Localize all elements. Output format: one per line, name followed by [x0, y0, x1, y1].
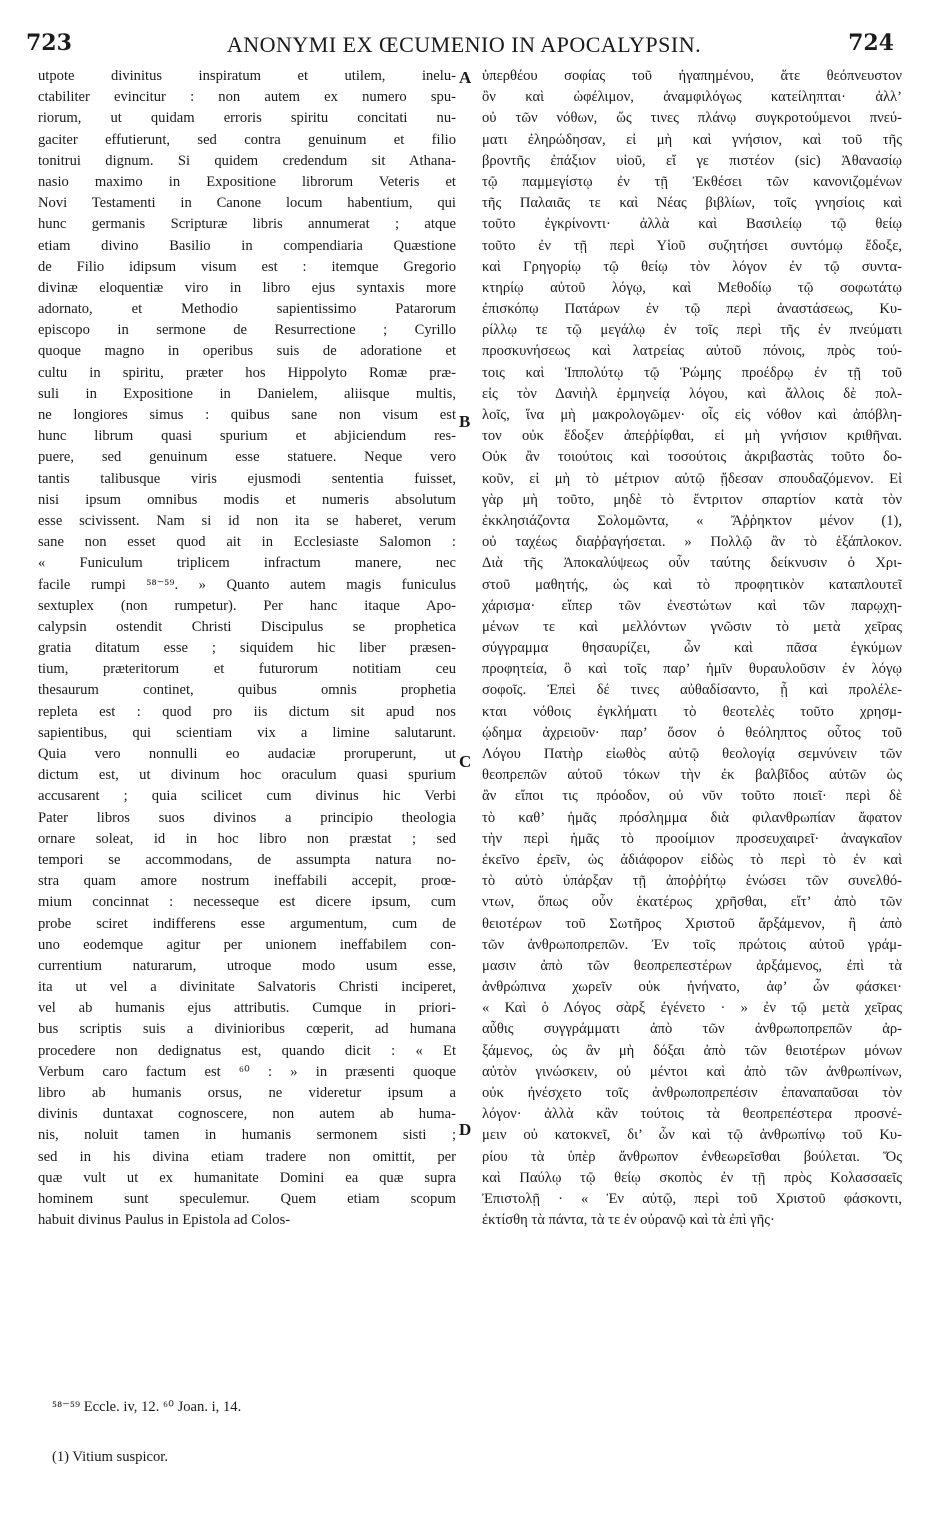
- latin-text-line: hunc librum quasi spurium et abjiciendum res-: [38, 428, 456, 445]
- latin-text-line: episcopo in sermone de Resurrectione ; Cyrillo: [38, 322, 456, 339]
- latin-text-line: tantis talibusque viris ejusmodi sententia fuisset,: [38, 470, 456, 487]
- latin-text-line: ctabiliter evincitur : non autem ex numero spu-: [38, 89, 456, 106]
- latin-text-line: suli in Expositione in Danielem, aliisque multis,: [38, 385, 456, 402]
- greek-text-line: οὐ τῶν νόθων, ὥς τινες πλάνῳ συγκροτούμενοι πνεύ-: [482, 110, 902, 127]
- greek-text-line: ἐπισκόπῳ Πατάρων ἐν τῷ περὶ ἀναστάσεως, Κυ-: [482, 301, 902, 318]
- greek-text-line: χάρισμα· εἴπερ τῶν ἐνεστώτων καὶ τῶν παρῳχη-: [482, 597, 902, 614]
- latin-text-line: ita ut vel a divinitate Salvatoris Christi inciperet,: [38, 979, 456, 996]
- page-number-left: 723: [26, 30, 72, 56]
- greek-text-line: ἐκκλησιάζοντα Σολομῶντα, « Ἄῤῥηκτον μένον (1),: [482, 512, 902, 529]
- greek-text-line: γὰρ μὴ τοῦτο, μηδὲ τὸ ἔντριτον σπαρτίον κατὰ τὸν: [482, 491, 902, 508]
- latin-text-line: thesaurum continet, quibus omnis prophetia: [38, 682, 456, 699]
- footnote-critical-note: (1) Vitium suspicor.: [52, 1449, 169, 1465]
- latin-text-line: cultu in spiritu, præter hos Hippolyto Romæ præ-: [38, 364, 456, 381]
- greek-text-line: στοῦ μαθητής, ὡς καὶ τὸ προφητικὸν καταπλουτεῖ: [482, 576, 902, 593]
- margin-letter-b: B: [459, 412, 471, 431]
- latin-text-line: tonitrui dignum. Si quidem credendum sit Athana-: [38, 152, 456, 169]
- greek-text-line: ἂν εἴποι τις πρόοδον, οὐ νῦν τοῦτο ποιεῖ· περὶ δὲ: [482, 788, 902, 805]
- greek-text-line: βροντῆς ἐπάξιον υἱοῦ, εἴ γε πιστέον (sic) Ἀθανασίῳ: [482, 152, 902, 169]
- greek-text-line: τῆς Παλαιᾶς τε καὶ Νέας βιβλίων, τοῖς γνησίοις καὶ: [482, 195, 902, 212]
- latin-text-line: calypsin ostendit Christi Discipulus se prophetica: [38, 618, 456, 635]
- greek-text-line: προσκυνήσεως καὶ λατρείας αὐτοῦ πόνοις, πρὸς τού-: [482, 343, 902, 360]
- greek-text-line: τῷ παμμεγίστῳ ἐν τῇ Ἐκθέσει τῶν κανονιζομένων: [482, 173, 902, 190]
- greek-text-line: οὐκ ἠνέσχετο τοῖς ἀνθρωποπρεπέσιν ἐπαναπαῦσαι τὸν: [482, 1085, 902, 1101]
- latin-text-line: esse scivissent. Nam si id non ita se haberet, verum: [38, 512, 456, 529]
- latin-text-line: sapientibus, qui scientiam vix a limine salutarunt.: [38, 724, 456, 741]
- latin-text-line: nisi ipsum omnibus modis et numeris absolutum: [38, 491, 456, 508]
- latin-text-line: de Filio idipsum visum est : itemque Gregorio: [38, 258, 456, 275]
- page-number-right: 724: [848, 30, 894, 56]
- greek-text-line: τοῦτο ἐγκρίνοντι· ἀλλὰ καὶ Βασιλείῳ τῷ θείῳ: [482, 216, 902, 233]
- greek-text-line: ματι ἐληρώδησαν, εἰ μὴ καὶ γνήσιον, καὶ τοῦ τῆς: [482, 131, 902, 148]
- greek-text-line: Διὰ τῆς Ἀποκαλύψεως οὖν ταύτης δείκνυσιν ὁ Χρι-: [482, 555, 902, 572]
- greek-text-line: ρίου τὰ ὑπὲρ ἄνθρωπον ἐνθεωρεῖσθαι βούλεται. Ὅς: [482, 1148, 902, 1165]
- latin-text-line: Quia vero nonnulli eo audaciæ proruperunt, ut: [38, 746, 456, 762]
- greek-text-line: ρίλλῳ τε τῷ μεγάλῳ ἐν τοῖς περὶ τῆς ἐν πνεύματι: [482, 322, 902, 339]
- latin-text-line: sane non esset quod ait in Ecclesiaste Salomon :: [38, 534, 456, 551]
- greek-text-line: μένων τε καὶ μελλόντων γνῶσιν τὸ μετὰ χεῖρας: [482, 618, 902, 635]
- latin-text-line: vel ab humanis ejus attributis. Cumque in priori-: [38, 1000, 456, 1017]
- greek-text-line: προφητεία, ὃ καὶ τοῖς παρ’ ἡμῖν θυραυλοῦσιν ἐν λόγῳ: [482, 661, 902, 678]
- latin-text-line: currentium naturarum, utroque modo usum esse,: [38, 957, 456, 974]
- greek-text-line: τοις καὶ Ἱππολύτῳ τῷ Ῥώμης προέδρῳ ἐν τῇ τοῦ: [482, 364, 902, 381]
- latin-text-line: quoque magno in operibus suis de adoratione et: [38, 343, 456, 360]
- latin-text-line: libro ab humanis orsus, ne videretur ipsum a: [38, 1085, 456, 1101]
- greek-text-line: καὶ Παύλῳ τῷ θείῳ σκοπὸς ἐν τῇ πρὸς Κολασσαεῖς: [482, 1169, 902, 1186]
- running-title: ANONYMI EX ŒCUMENIO IN APOCALYPSIN.: [226, 32, 702, 57]
- greek-text-line: μασιν ἀπὸ τῶν θεοπρεπεστέρων ἀρξάμενος, ἐπὶ τὰ: [482, 957, 902, 974]
- latin-text-line: bus scriptis suis a divinioribus cœperit, ad humana: [38, 1021, 456, 1038]
- greek-text-line: τον οὐκ ἔδοξεν ἀπεῤῥίφθαι, εἰ μὴ γνήσιον κριθῆναι.: [482, 428, 902, 445]
- greek-text-line: ἀνθρώπινα χωρεῖν οὐκ ἠνήνατο, ἀφ’ ὧν φάσκει·: [482, 979, 902, 996]
- greek-text-line: θειοτέρων τοῦ Σωτῆρος Χριστοῦ ἄρξάμενον, ἢ ἀπὸ: [482, 915, 902, 932]
- latin-text-line: hominem sunt speculemur. Quem etiam scopum: [38, 1190, 456, 1207]
- latin-text-line: « Funiculum triplicem infractum manere, nec: [38, 555, 456, 572]
- greek-text-line: καὶ Γρηγορίῳ τῷ θείῳ τὸν λόγον ἐν τῷ συντα-: [482, 258, 902, 275]
- greek-text-line: θεοπρεπῶν αὐτοῦ τόκων τὴν ἐκ βαλβῖδος αὐτῶν ὡς: [482, 767, 902, 784]
- greek-text-line: κτηρίῳ αὐτοῦ λόγῳ, καὶ Μεθοδίῳ τῷ σοφωτάτῳ: [482, 279, 902, 296]
- greek-text-line: Ἐπιστολῇ · « Ἐν αὐτῷ, περὶ τοῦ Χριστοῦ φάσκοντι,: [482, 1190, 902, 1207]
- greek-text-line: τῶν ἀνθρωποπρεπῶν. Ἐν τοῖς πρώτοις αὐτοῦ γράμ-: [482, 936, 902, 953]
- greek-text-line: ὑπερθέου σοφίας τοῦ ἠγαπημένου, ἅτε θεόπνευστον: [482, 68, 902, 84]
- greek-text-line: αὐτὸν γινώσκειν, οὐ μέντοι καὶ ἀπὸ τῶν ἀνθρωπίνων,: [482, 1063, 902, 1080]
- greek-text-line: σύγγραμμα θησαυρίζει, ὧν καὶ πᾶσα ἐγκύμων: [482, 640, 902, 657]
- latin-text-line: adornato, et Methodio sapientissimo Patarorum: [38, 301, 456, 318]
- greek-text-line: αὖθις συγγράμματι ἀπὸ τῶν ἀνθρωποπρεπῶν ἀρ-: [482, 1021, 902, 1038]
- latin-text-line: procedere non dedignatus est, quando dicit : « Et: [38, 1042, 456, 1059]
- latin-text-line: utpote divinitus inspiratum et utilem, inelu-: [38, 68, 456, 84]
- greek-text-line: οὐ ταχέως διαῤῥαγήσεται. » Πολλῷ ἂν τὸ ἑξάπλοκον.: [482, 534, 902, 551]
- latin-column: [38, 66, 456, 1231]
- footnotes: [52, 1396, 472, 1468]
- latin-text-line: gaciter effutierunt, sed contra genuinum et filio: [38, 131, 456, 148]
- latin-text-line: Novi Testamenti in Canone locum habentium, qui: [38, 195, 456, 212]
- latin-text-line: hunc germanis Scripturæ libris annumerat ; atque: [38, 216, 456, 233]
- greek-text-line: Οὐκ ἂν τοιούτοις καὶ τοσούτοις ἀκριβαστὰς τοῦτο δο-: [482, 449, 902, 466]
- latin-text-line: Pater libros suos divinos a principio theologia: [38, 809, 456, 826]
- greek-text-line: ντων, ὅπως οὖν ἑκατέρως χρῆσθαι, εἴτ’ ἀπὸ τῶν: [482, 894, 902, 911]
- greek-text-line: σοφοῖς. Ἐπεὶ δέ τινες αὐθαδίσαντο, ᾗ καὶ προλέλε-: [482, 682, 902, 699]
- greek-text-line: ξάμενος, ὡς ἂν μὴ δόξαι ἀπὸ τῶν θειοτέρων μόνων: [482, 1042, 902, 1059]
- greek-text-line: τὸ αὐτὸ ὑπάρξαν τῇ ἀποῤῥήτῳ ἑνώσει τῶν συνελθό-: [482, 873, 902, 890]
- latin-text-line: divinæ eloquentiæ viro in libro ejus syntaxis more: [38, 279, 456, 296]
- latin-text-line: probe sciret indifferens esse argumentum, cum de: [38, 915, 456, 932]
- latin-text-line: mium concinnat : necesseque est dicere ipsum, cum: [38, 894, 456, 911]
- latin-text-line: habuit divinus Paulus in Epistola ad Colos-: [38, 1212, 291, 1229]
- margin-letter-a: A: [459, 68, 472, 87]
- latin-text-line: tium, præteritorum et futurorum notitiam ceu: [38, 661, 456, 678]
- greek-text-line: κται νόθοις ἐγκλήματι τὸ θεοτελὲς τοῦτο χρησμ-: [482, 703, 902, 720]
- greek-text-line: τὸ καθ’ ἡμᾶς πρόσλημμα διὰ φιλανθρωπίαν ἄφατον: [482, 809, 902, 826]
- latin-text-line: puere, sed genuinum esse statuere. Neque vero: [38, 449, 456, 466]
- latin-text-line: Verbum caro factum est ⁶⁰ : » in præsenti quoque: [38, 1063, 456, 1080]
- latin-text-line: stra quam amore nostrum ineffabili accepit, proœ-: [38, 873, 456, 890]
- greek-text-line: « Καὶ ὁ Λόγος σὰρξ ἐγένετο · » ἐν τῷ μετὰ χεῖρας: [482, 1000, 902, 1017]
- latin-text-line: repleta est : quod pro iis dictum sit apud nos: [38, 703, 456, 720]
- footnote-references: ⁵⁸⁻⁵⁹ Eccle. iv, 12. ⁶⁰ Joan. i, 14.: [52, 1399, 242, 1415]
- margin-letter-d: D: [459, 1120, 472, 1139]
- greek-column: [482, 66, 902, 1231]
- latin-text-line: ornare soleat, id in hoc libro non præstat ; sed: [38, 830, 456, 847]
- latin-text-line: quæ vult ut ex humanitate Domini ea quæ supra: [38, 1169, 456, 1186]
- latin-text-line: facile rumpi ⁵⁸⁻⁵⁹. » Quanto autem magis funiculus: [38, 576, 456, 593]
- greek-text-line: ὂν καὶ ὠφέλιμον, ἀναμφιλόγως κατείληπται· ἀλλ’: [482, 89, 902, 106]
- latin-text-line: etiam divino Basilio in compendiaria Quæstione: [38, 237, 456, 254]
- latin-text-line: divinis duntaxat cognoscere, non autem ab huma-: [38, 1106, 456, 1123]
- greek-text-line: κοῦν, εἰ μὴ τὸ μέτριον αὐτῷ ᾔδεσαν σπουδαζόμενον. Εἰ: [482, 470, 902, 487]
- greek-text-line: τὴν περὶ ἡμᾶς τὸ προοίμιον προσευχαιρεῖ· ἀναγκαῖον: [482, 830, 902, 847]
- margin-letter-c: C: [459, 752, 472, 771]
- greek-text-line: ἐκτίσθη τὰ πάντα, τὰ τε ἐν οὐρανῷ καὶ τὰ ἐπὶ γῆς·: [482, 1212, 775, 1229]
- greek-text-line: τοῦτο ἐν τῇ περὶ Υἱοῦ συζητήσει συντόμῳ ἔδοξε,: [482, 237, 902, 254]
- latin-text-line: accusarent ; quia scilicet cum divinus hic Verbi: [38, 788, 456, 805]
- latin-text-line: nis, noluit tamen in humanis sermonem sisti ;: [38, 1127, 456, 1144]
- page-header: [0, 0, 928, 60]
- latin-text-line: riorum, ut quidam erroris spiritu concitati nu-: [38, 110, 456, 127]
- latin-text-line: sextuplex (non rumpetur). Per hanc itaque Apo-: [38, 597, 456, 614]
- latin-text-line: sed in his divina etiam tradere non omittit, per: [38, 1148, 456, 1165]
- latin-text-line: dictum est, ut divinum hoc oraculum quasi spurium: [38, 767, 456, 784]
- greek-text-line: ῴδημα ἀχρειοῦν· παρ’ ὅσον ὁ θεόληπτος οὗτος τοῦ: [482, 724, 902, 741]
- greek-text-line: λοῖς, ἵνα μὴ μακρολογῶμεν· οἷς εἰς νόθον καὶ ἀπόβλη-: [482, 407, 902, 423]
- latin-text-line: uno eodemque agitur per unionem ineffabilem con-: [38, 936, 456, 953]
- greek-text-line: ἐκεῖνο ἐρεῖν, ὡς ἀδιάφορον εἰδὼς τὸ περὶ τὸ ἐν καὶ: [482, 851, 902, 868]
- greek-text-line: μειν οὐ κατοκνεῖ, δι’ ὧν καὶ τῷ ἀνθρωπίνῳ τοῦ Κυ-: [482, 1127, 902, 1144]
- latin-text-line: gratia ditatum esse ; siquidem hic liber præsen-: [38, 640, 456, 657]
- latin-text-line: ne longiores simus : quibus sane non visum est: [38, 407, 456, 423]
- greek-text-line: Λόγου Πατὴρ εἰωθὸς αὐτῷ θεολογίᾳ σεμνύνειν τῶν: [482, 746, 902, 762]
- greek-text-line: λόγον· ἀλλὰ κἂν τούτοις τὰ θεοπρεπέστερα προσνέ-: [482, 1106, 902, 1123]
- latin-text-line: tempori se accommodans, de assumpta natura no-: [38, 851, 456, 868]
- latin-text-line: nasio maximo in Expositione librorum Veteris et: [38, 173, 456, 190]
- greek-text-line: εἰς τὸν Δανιὴλ ἑρμηνείᾳ λόγου, καὶ ἄλλοις δὲ πολ-: [482, 385, 902, 402]
